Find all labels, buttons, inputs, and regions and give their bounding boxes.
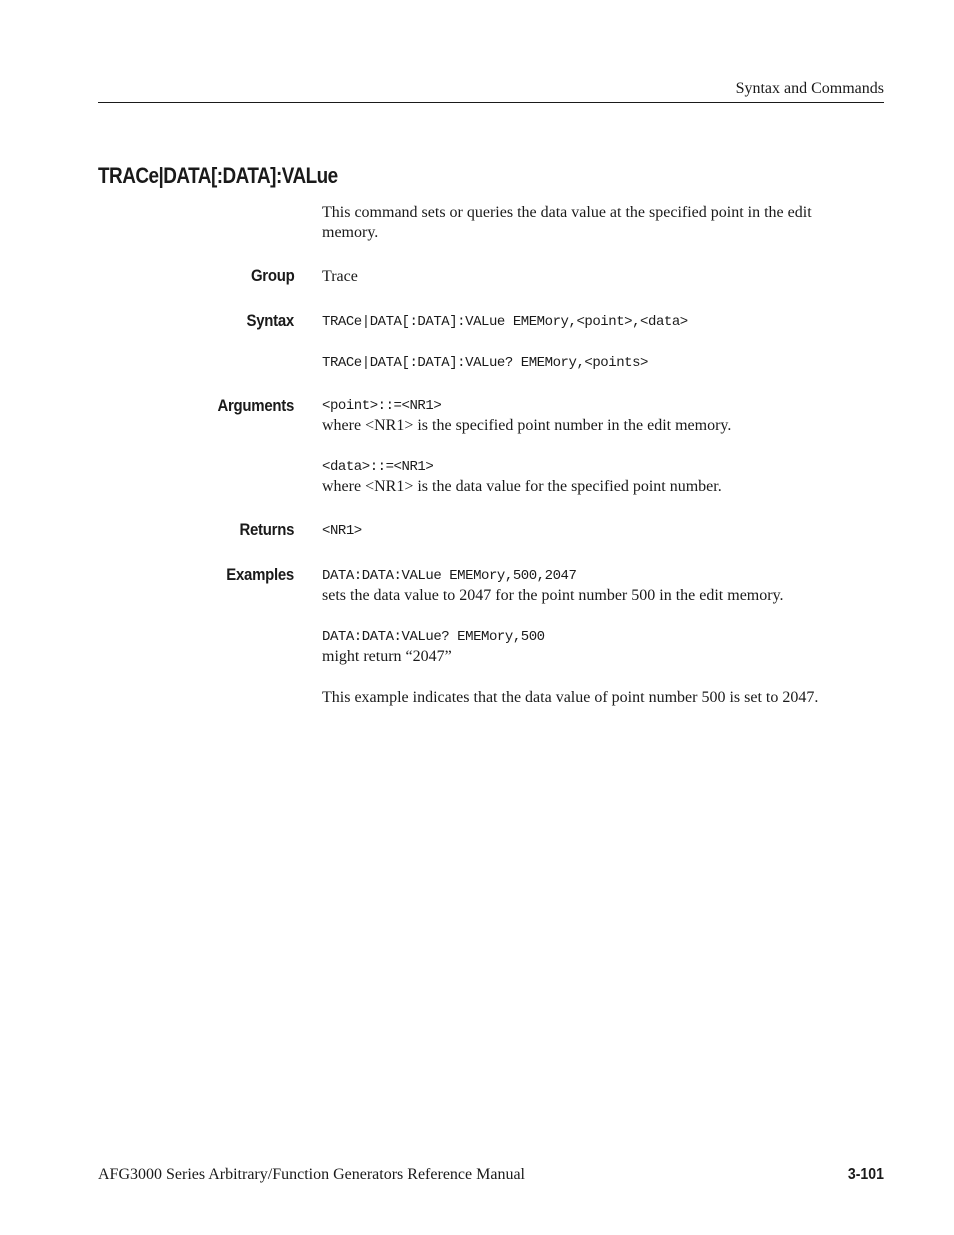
- example-set-code: DATA:DATA:VALue EMEMory,500,2047: [322, 568, 577, 584]
- example-note: This example indicates that the data value of point number 500 is set to 2047.: [322, 689, 819, 706]
- header-rule: [98, 102, 884, 103]
- command-description: This command sets or queries the data value at the specified point in the edit memory.: [322, 204, 812, 241]
- arguments-label: Arguments: [217, 396, 294, 415]
- example-set: [322, 566, 862, 606]
- argument-point-code: <point>::=<NR1>: [322, 398, 442, 414]
- argument-point: [322, 396, 862, 436]
- command-title: TRACe|DATA[:DATA]:VALue: [98, 163, 338, 188]
- group-label: Group: [250, 266, 294, 285]
- argument-point-description: where <NR1> is the specified point number in the edit memory.: [322, 417, 732, 434]
- argument-data-code: <data>::=<NR1>: [322, 459, 434, 475]
- examples-label: Examples: [226, 565, 294, 584]
- syntax-set-command: TRACe|DATA[:DATA]:VALue EMEMory,<point>,<data>: [322, 314, 688, 330]
- example-query: [322, 627, 862, 667]
- syntax-label: Syntax: [246, 311, 294, 330]
- syntax-query-command: TRACe|DATA[:DATA]:VALue? EMEMory,<points>: [322, 355, 649, 371]
- argument-data: [322, 457, 862, 497]
- example-query-description: might return “2047”: [322, 648, 452, 665]
- example-set-description: sets the data value to 2047 for the point number 500 in the edit memory.: [322, 587, 784, 604]
- returns-value: <NR1>: [322, 523, 362, 539]
- returns-label: Returns: [239, 520, 294, 539]
- footer-page-number: 3-101: [847, 1166, 884, 1183]
- header-section-title: Syntax and Commands: [735, 80, 884, 97]
- group-value: Trace: [322, 268, 358, 285]
- footer-manual-title: AFG3000 Series Arbitrary/Function Generators Reference Manual: [98, 1166, 525, 1183]
- example-query-code: DATA:DATA:VALue? EMEMory,500: [322, 629, 545, 645]
- argument-data-description: where <NR1> is the data value for the specified point number.: [322, 478, 722, 495]
